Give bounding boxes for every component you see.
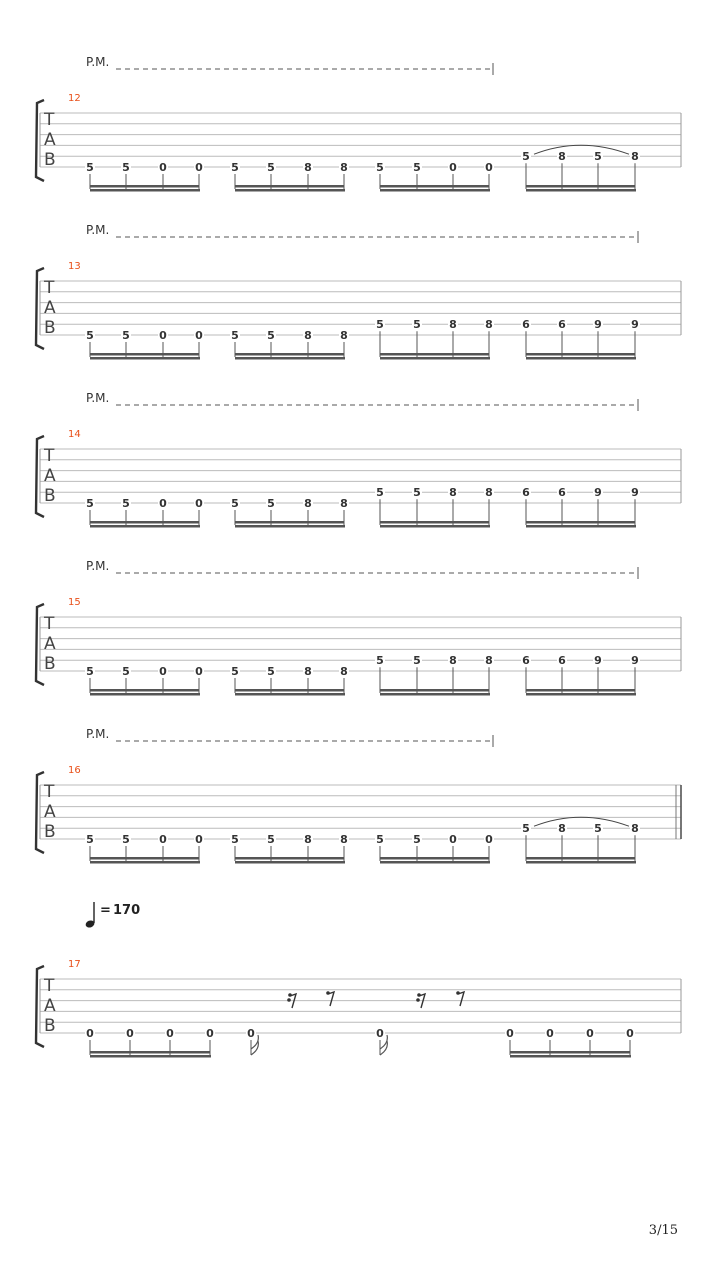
fret-number: 5 xyxy=(122,497,130,510)
system-14 xyxy=(36,391,681,528)
beam-primary xyxy=(235,521,344,524)
fret-number: 5 xyxy=(413,486,421,500)
fret-number: 0 xyxy=(159,161,167,174)
tempo-marking xyxy=(85,902,141,929)
fret-number: 5 xyxy=(122,833,130,846)
fret-number: 5 xyxy=(231,833,239,846)
fret-number: 5 xyxy=(267,497,275,510)
fret-number: 8 xyxy=(558,822,566,836)
tab-clef-letter: T xyxy=(44,110,55,130)
fret-number: 5 xyxy=(231,161,239,174)
fret-number: 8 xyxy=(485,318,493,332)
palm-mute-label: P.M. xyxy=(86,559,110,573)
measure-number: 16 xyxy=(68,765,81,776)
fret-number: 0 xyxy=(206,1027,214,1040)
fret-number: 0 xyxy=(195,497,203,510)
fret-number: 5 xyxy=(86,497,94,510)
fret-number: 0 xyxy=(159,497,167,510)
beam-primary xyxy=(526,689,635,692)
fret-number: 5 xyxy=(86,665,94,678)
tab-clef-letter: A xyxy=(44,634,56,654)
tab-clef-letter: A xyxy=(44,298,56,318)
fret-number: 5 xyxy=(594,150,602,164)
fret-number: 6 xyxy=(558,654,566,668)
beam-primary xyxy=(380,521,489,524)
beam-primary xyxy=(510,1051,630,1054)
beam-primary xyxy=(526,521,635,524)
tab-clef-letter: A xyxy=(44,996,56,1016)
beam-secondary xyxy=(90,693,200,696)
beam-primary xyxy=(526,857,635,860)
tab-clef-letter: A xyxy=(44,802,56,822)
fret-number: 8 xyxy=(340,329,348,342)
fret-number: 5 xyxy=(413,654,421,668)
beam-primary xyxy=(90,521,199,524)
fret-number: 9 xyxy=(594,486,602,500)
tempo-bpm: 170 xyxy=(113,903,141,918)
fret-number: 8 xyxy=(340,665,348,678)
fret-number: 0 xyxy=(247,1027,255,1040)
fret-number: 0 xyxy=(449,833,457,846)
beam-secondary xyxy=(235,525,345,528)
beam-primary xyxy=(235,857,344,860)
tab-clef-letter: A xyxy=(44,466,56,486)
fret-number: 0 xyxy=(195,665,203,678)
tempo-equals: = xyxy=(100,903,111,918)
fret-number: 5 xyxy=(376,318,384,332)
fret-number: 6 xyxy=(558,486,566,500)
fret-number: 5 xyxy=(231,665,239,678)
beam-secondary xyxy=(526,357,636,360)
fret-number: 0 xyxy=(376,1027,384,1040)
beam-secondary xyxy=(380,189,490,192)
beam-secondary xyxy=(90,525,200,528)
fret-number: 5 xyxy=(522,822,530,836)
tab-clef-letter: B xyxy=(44,150,56,170)
tab-clef-letter: T xyxy=(44,782,55,802)
beam-primary xyxy=(90,353,199,356)
fret-number: 5 xyxy=(413,161,421,174)
fret-number: 0 xyxy=(546,1027,554,1040)
beam-secondary xyxy=(235,693,345,696)
beam-primary xyxy=(90,857,199,860)
palm-mute-label: P.M. xyxy=(86,223,110,237)
beam-secondary xyxy=(90,861,200,864)
beam-secondary xyxy=(235,357,345,360)
tab-clef-letter: B xyxy=(44,654,56,674)
fret-number: 6 xyxy=(558,318,566,332)
fret-number: 8 xyxy=(304,833,312,846)
rest-dot xyxy=(287,998,291,1002)
rest-stroke xyxy=(458,992,464,1006)
beam-secondary xyxy=(380,693,490,696)
fret-number: 0 xyxy=(159,665,167,678)
fret-number: 8 xyxy=(485,654,493,668)
beam-primary xyxy=(90,185,199,188)
beam-primary xyxy=(235,353,344,356)
system-13 xyxy=(36,223,681,360)
beam-primary xyxy=(526,353,635,356)
palm-mute-label: P.M. xyxy=(86,391,110,405)
beam-primary xyxy=(526,185,635,188)
fret-number: 0 xyxy=(586,1027,594,1040)
tie-arc xyxy=(534,145,629,154)
fret-number: 6 xyxy=(522,318,530,332)
palm-mute-label: P.M. xyxy=(86,55,110,69)
fret-number: 5 xyxy=(376,654,384,668)
tab-clef-letter: B xyxy=(44,822,56,842)
fret-number: 8 xyxy=(449,318,457,332)
fret-number: 5 xyxy=(376,486,384,500)
fret-number: 0 xyxy=(485,833,493,846)
fret-number: 6 xyxy=(522,486,530,500)
fret-number: 5 xyxy=(267,833,275,846)
tab-clef-letter: T xyxy=(44,446,55,466)
beam-secondary xyxy=(90,189,200,192)
fret-number: 0 xyxy=(86,1027,94,1040)
fret-number: 5 xyxy=(122,665,130,678)
fret-number: 5 xyxy=(267,161,275,174)
fret-number: 9 xyxy=(631,486,639,500)
tab-clef-letter: T xyxy=(44,976,55,996)
tab-clef-letter: T xyxy=(44,614,55,634)
measure-number: 17 xyxy=(68,959,81,970)
fret-number: 0 xyxy=(159,329,167,342)
beam-primary xyxy=(90,689,199,692)
beam-secondary xyxy=(90,357,200,360)
measure-number: 15 xyxy=(68,597,81,608)
measure-number: 12 xyxy=(68,93,81,104)
tab-clef-letter: B xyxy=(44,486,56,506)
beam-secondary xyxy=(380,861,490,864)
fret-number: 5 xyxy=(594,822,602,836)
fret-number: 5 xyxy=(522,150,530,164)
fret-number: 8 xyxy=(304,329,312,342)
fret-number: 5 xyxy=(267,665,275,678)
beam-primary xyxy=(90,1051,210,1054)
fret-number: 5 xyxy=(413,318,421,332)
beam-secondary xyxy=(235,861,345,864)
measure-number: 13 xyxy=(68,261,81,272)
fret-number: 8 xyxy=(340,161,348,174)
tab-clef-letter: T xyxy=(44,278,55,298)
fret-number: 9 xyxy=(631,318,639,332)
beam-primary xyxy=(380,857,489,860)
fret-number: 9 xyxy=(594,654,602,668)
fret-number: 8 xyxy=(340,497,348,510)
fret-number: 6 xyxy=(522,654,530,668)
fret-number: 5 xyxy=(231,497,239,510)
beam-secondary xyxy=(526,525,636,528)
fret-number: 5 xyxy=(86,329,94,342)
beam-primary xyxy=(380,353,489,356)
fret-number: 5 xyxy=(413,833,421,846)
fret-number: 5 xyxy=(122,329,130,342)
fret-number: 8 xyxy=(631,150,639,164)
fret-number: 8 xyxy=(304,497,312,510)
fret-number: 0 xyxy=(449,161,457,174)
fret-number: 8 xyxy=(304,665,312,678)
fret-number: 0 xyxy=(506,1027,514,1040)
beam-primary xyxy=(235,689,344,692)
fret-number: 5 xyxy=(231,329,239,342)
fret-number: 0 xyxy=(159,833,167,846)
fret-number: 8 xyxy=(631,822,639,836)
palm-mute-label: P.M. xyxy=(86,727,110,741)
fret-number: 5 xyxy=(86,833,94,846)
beam-secondary xyxy=(235,189,345,192)
fret-number: 0 xyxy=(485,161,493,174)
rest-dot xyxy=(416,998,420,1002)
page-number: 3/15 xyxy=(648,1223,678,1238)
system-16 xyxy=(36,727,681,864)
system-12 xyxy=(36,55,681,192)
fret-number: 0 xyxy=(126,1027,134,1040)
fret-number: 8 xyxy=(558,150,566,164)
beam-secondary xyxy=(526,189,636,192)
fret-number: 5 xyxy=(86,161,94,174)
fret-number: 8 xyxy=(449,654,457,668)
tab-clef-letter: A xyxy=(44,130,56,150)
tab-clef-letter: B xyxy=(44,1016,56,1036)
beam-primary xyxy=(235,185,344,188)
tie-arc xyxy=(534,817,629,826)
fret-number: 8 xyxy=(304,161,312,174)
beam-secondary xyxy=(380,357,490,360)
fret-number: 8 xyxy=(340,833,348,846)
fret-number: 0 xyxy=(166,1027,174,1040)
beam-secondary xyxy=(380,525,490,528)
fret-number: 0 xyxy=(626,1027,634,1040)
fret-number: 0 xyxy=(195,161,203,174)
beam-secondary xyxy=(526,693,636,696)
fret-number: 5 xyxy=(122,161,130,174)
rest-stroke xyxy=(328,992,334,1006)
beam-primary xyxy=(380,689,489,692)
fret-number: 0 xyxy=(195,329,203,342)
beam-primary xyxy=(380,185,489,188)
fret-number: 5 xyxy=(376,161,384,174)
fret-number: 5 xyxy=(376,833,384,846)
beam-secondary xyxy=(526,861,636,864)
fret-number: 0 xyxy=(195,833,203,846)
beam-secondary xyxy=(510,1055,631,1058)
system-17 xyxy=(36,959,681,1058)
fret-number: 5 xyxy=(267,329,275,342)
fret-number: 8 xyxy=(485,486,493,500)
fret-number: 9 xyxy=(631,654,639,668)
system-15 xyxy=(36,559,681,696)
beam-secondary xyxy=(90,1055,211,1058)
fret-number: 9 xyxy=(594,318,602,332)
fret-number: 8 xyxy=(449,486,457,500)
measure-number: 14 xyxy=(68,429,81,440)
tab-clef-letter: B xyxy=(44,318,56,338)
